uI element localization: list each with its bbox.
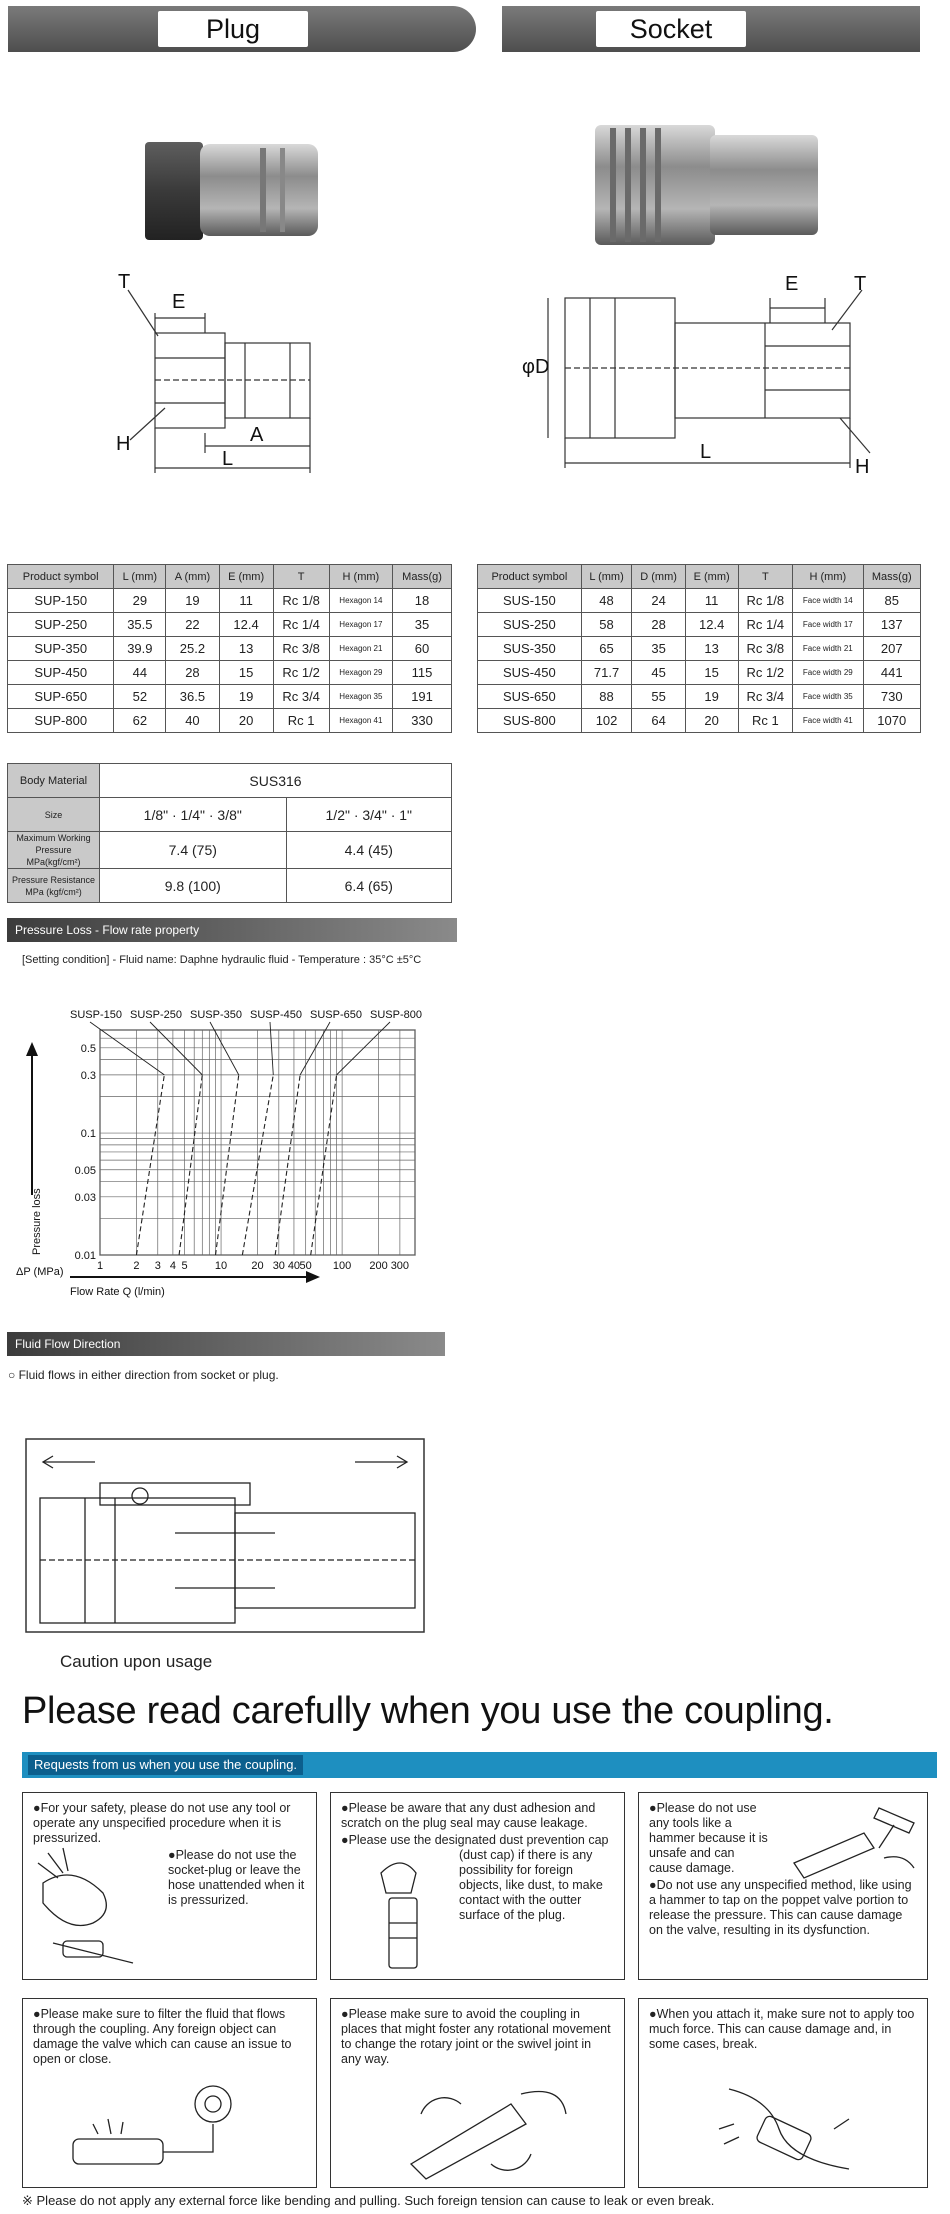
table-cell: 29 [114, 589, 166, 613]
table-cell: 58 [581, 613, 632, 637]
table-cell: SUP-150 [8, 589, 114, 613]
resistance-small: 9.8 (100) [100, 869, 287, 903]
col-header: E (mm) [219, 565, 273, 589]
plug-dim-H: H [116, 433, 131, 455]
y-tick-label: 0.01 [74, 1250, 96, 1262]
pressure-loss-bar: Pressure Loss - Flow rate property [7, 918, 457, 942]
warning-illustration-icon [33, 1843, 153, 1973]
series-label: SUSP-350 [190, 1009, 242, 1021]
col-header: L (mm) [581, 565, 632, 589]
caution-card [638, 1792, 928, 1980]
table-cell: 1070 [863, 709, 920, 733]
table-cell: 19 [219, 685, 273, 709]
table-row [8, 613, 452, 637]
table-cell: 730 [863, 685, 920, 709]
col-header: E (mm) [685, 565, 738, 589]
table-cell: Rc 1/4 [738, 613, 793, 637]
table-cell: SUS-450 [478, 661, 582, 685]
table-cell: Rc 3/8 [738, 637, 793, 661]
force-illustration-icon [709, 2069, 879, 2184]
x-tick-label: 2 [133, 1260, 140, 1272]
table-cell: 11 [685, 589, 738, 613]
y-tick-label: 0.5 [80, 1042, 96, 1055]
table-cell: Rc 1/2 [738, 661, 793, 685]
table-cell: 330 [393, 709, 452, 733]
table-cell: 85 [863, 589, 920, 613]
caution-card [22, 1792, 317, 1980]
table-cell: Rc 1 [273, 709, 329, 733]
x-arrow-head [306, 1271, 320, 1283]
body-material-label: Body Material [8, 764, 100, 798]
socket-spec-table [477, 564, 921, 733]
tab-socket[interactable] [486, 6, 920, 52]
y-tick-label: 0.05 [74, 1164, 96, 1177]
tab-plug[interactable] [8, 6, 476, 52]
socket-dim-H: H [855, 456, 870, 478]
table-cell: Hexagon 17 [329, 613, 392, 637]
table-cell: 71.7 [581, 661, 632, 685]
plug-photo [140, 130, 320, 250]
y-tick-label: 0.03 [74, 1191, 96, 1204]
table-cell: Face width 35 [793, 685, 863, 709]
table-cell: 441 [863, 661, 920, 685]
series-label: SUSP-250 [130, 1009, 182, 1021]
table-cell: 137 [863, 613, 920, 637]
table-cell: Face width 41 [793, 709, 863, 733]
table-cell: 12.4 [219, 613, 273, 637]
series-label: SUSP-800 [370, 1009, 422, 1021]
caution-text: ● Please do not use the socket-plug or leave the hose unattended when it is pressurized. [168, 1848, 306, 1908]
max-pressure-large: 4.4 (45) [286, 832, 451, 869]
rotation-illustration-icon [401, 2074, 571, 2184]
table-cell: 191 [393, 685, 452, 709]
max-pressure-small: 7.4 (75) [100, 832, 287, 869]
table-cell: Hexagon 29 [329, 661, 392, 685]
table-cell: 18 [393, 589, 452, 613]
y-arrow-head [26, 1042, 38, 1056]
x-tick-label: 30 [272, 1260, 285, 1272]
caution-text: ● Please make sure to filter the fluid that flows through the coupling. Any foreign object can damage the valve which can cause an issue to open or close. [33, 2007, 306, 2067]
y-tick-label: 0.3 [80, 1069, 96, 1082]
socket-dim-D: φD [522, 356, 550, 378]
table-cell: Rc 1/2 [273, 661, 329, 685]
table-cell: SUS-800 [478, 709, 582, 733]
y-tick-label: 0.1 [80, 1128, 96, 1141]
plug-spec-table [7, 564, 452, 733]
caution-card [330, 1998, 625, 2188]
x-tick-label: 20 [251, 1260, 264, 1272]
table-row [8, 589, 452, 613]
caution-title: Please read carefully when you use the coupling. [22, 1690, 834, 1732]
table-row [478, 709, 921, 733]
body-material-value: SUS316 [100, 764, 452, 798]
table-cell: 39.9 [114, 637, 166, 661]
table-cell: 19 [685, 685, 738, 709]
x-axis-label: Flow Rate Q (l/min) [70, 1286, 165, 1298]
x-tick-label: 300 [390, 1260, 410, 1272]
table-cell: Face width 29 [793, 661, 863, 685]
dust-cap-illustration-icon [371, 1853, 441, 1973]
series-label: SUSP-450 [250, 1009, 302, 1021]
table-row [478, 613, 921, 637]
plug-dim-T: T [118, 271, 131, 293]
table-cell: Rc 1/8 [273, 589, 329, 613]
x-tick-label: 1 [96, 1260, 104, 1272]
col-header: A (mm) [166, 565, 219, 589]
series-label: SUSP-650 [310, 1009, 362, 1021]
fluid-flow-note [8, 1368, 279, 1382]
col-header: Product symbol [8, 565, 114, 589]
table-cell: 88 [581, 685, 632, 709]
table-cell: 28 [166, 661, 219, 685]
table-cell: SUP-650 [8, 685, 114, 709]
table-cell: 60 [393, 637, 452, 661]
table-cell: 28 [632, 613, 685, 637]
col-header: H (mm) [329, 565, 392, 589]
col-header: T [738, 565, 793, 589]
col-header: D (mm) [632, 565, 685, 589]
table-cell: Rc 3/4 [738, 685, 793, 709]
tab-plug-label: Plug [158, 11, 308, 47]
table-cell: SUS-250 [478, 613, 582, 637]
table-cell: Rc 1 [738, 709, 793, 733]
caution-text: ● When you attach it, make sure not to apply too much force. This can cause damage and, in some cases, break. [649, 2007, 917, 2052]
col-header: Product symbol [478, 565, 582, 589]
socket-dim-T: T [854, 273, 867, 295]
x-tick-label: 100 [332, 1260, 352, 1272]
plug-dimension-drawing [110, 268, 340, 478]
table-cell: Rc 3/4 [273, 685, 329, 709]
fluid-flow-drawing [25, 1438, 425, 1633]
table-cell: SUS-350 [478, 637, 582, 661]
table-row [8, 661, 452, 685]
fluid-flow-bar: Fluid Flow Direction [7, 1332, 445, 1356]
tab-socket-label: Socket [596, 11, 746, 47]
table-header-row [478, 565, 921, 589]
table-cell: SUP-450 [8, 661, 114, 685]
caution-text: ● Please do not use any tools like a hammer because it is unsafe and can cause damage. [649, 1801, 769, 1876]
table-row [478, 589, 921, 613]
table-cell: SUP-800 [8, 709, 114, 733]
table-cell: SUP-350 [8, 637, 114, 661]
filter-illustration-icon [63, 2084, 263, 2184]
y-axis-unit: ΔP (MPa) [16, 1266, 64, 1278]
table-cell: 35 [632, 637, 685, 661]
caution-card [330, 1792, 625, 1980]
table-cell: Face width 14 [793, 589, 863, 613]
table-cell: Face width 21 [793, 637, 863, 661]
table-cell: 52 [114, 685, 166, 709]
table-cell: 12.4 [685, 613, 738, 637]
table-cell: 65 [581, 637, 632, 661]
series-label: SUSP-150 [70, 1009, 122, 1021]
max-pressure-label: Maximum Working Pressure MPa(kgf/cm²) [8, 832, 100, 869]
table-cell: Rc 1/4 [273, 613, 329, 637]
table-cell: 19 [166, 589, 219, 613]
caution-text: ● For your safety, please do not use any tool or operate any unspecified procedure when it is pressurized. [33, 1801, 306, 1846]
x-tick-label: 50 [299, 1260, 312, 1272]
table-cell: 15 [685, 661, 738, 685]
x-tick-label: 10 [214, 1260, 228, 1272]
table-cell: 15 [219, 661, 273, 685]
table-cell: Hexagon 41 [329, 709, 392, 733]
socket-dimension-drawing [520, 268, 890, 478]
table-cell: Rc 3/8 [273, 637, 329, 661]
socket-photo [590, 120, 820, 250]
table-cell: 22 [166, 613, 219, 637]
col-header: Mass(g) [393, 565, 452, 589]
table-cell: SUS-650 [478, 685, 582, 709]
resistance-label: Pressure Resistance MPa (kgf/cm²) [8, 869, 100, 903]
col-header: H (mm) [793, 565, 863, 589]
table-cell: 62 [114, 709, 166, 733]
table-cell: 102 [581, 709, 632, 733]
table-cell: 40 [166, 709, 219, 733]
y-axis-label: Pressure loss [31, 1188, 43, 1255]
col-header: L (mm) [114, 565, 166, 589]
setting-condition: [Setting condition] - Fluid name: Daphne hydraulic fluid - Temperature : 35°C ±5°C [22, 954, 422, 966]
size-small: 1/8" · 1/4" · 3/8" [100, 798, 287, 832]
socket-dim-E: E [785, 273, 799, 295]
table-cell: 20 [219, 709, 273, 733]
requests-bar-title: Requests from us when you use the coupling. [28, 1755, 303, 1775]
table-cell: 20 [685, 709, 738, 733]
fluid-flow-note-text: Fluid flows in either direction from socket or plug. [18, 1368, 279, 1382]
table-row [8, 709, 452, 733]
table-cell: 36.5 [166, 685, 219, 709]
material-table [7, 763, 452, 903]
table-row [8, 685, 452, 709]
table-row [8, 637, 452, 661]
plug-table-body [8, 589, 452, 733]
plug-dim-A: A [250, 424, 264, 446]
plug-dim-L: L [222, 448, 234, 470]
table-row [478, 661, 921, 685]
radio-circle-icon: ○ [8, 1368, 16, 1382]
series-line [216, 1075, 239, 1255]
table-cell: 13 [219, 637, 273, 661]
x-tick-label: 4 [169, 1260, 176, 1272]
table-cell: SUP-250 [8, 613, 114, 637]
x-tick-label: 200 [369, 1260, 388, 1272]
series-line [179, 1075, 202, 1255]
caution-text: ● Please make sure to avoid the coupling in places that might foster any rotational movement to change the rotary joint or the swivel joint in any way. [341, 2007, 614, 2067]
caution-label: Caution upon usage [60, 1652, 213, 1671]
col-header: T [273, 565, 329, 589]
table-cell: SUS-150 [478, 589, 582, 613]
x-tick-label: 5 [181, 1260, 188, 1272]
table-cell: 115 [393, 661, 452, 685]
table-header-row [8, 565, 452, 589]
table-cell: 35.5 [114, 613, 166, 637]
table-cell: 24 [632, 589, 685, 613]
table-cell: Hexagon 14 [329, 589, 392, 613]
table-cell: 13 [685, 637, 738, 661]
pressure-loss-chart [10, 990, 480, 1310]
table-cell: 11 [219, 589, 273, 613]
caution-text: ● Please use the designated dust prevention cap (dust cap) if there is any possibility for foreign objects, like dust, to make contact with the outter surface of the plug. [341, 1833, 614, 1923]
table-cell: 35 [393, 613, 452, 637]
size-label: Size [8, 798, 100, 832]
socket-dim-L: L [700, 441, 712, 463]
series-line [136, 1075, 164, 1255]
caution-card [638, 1998, 928, 2188]
header-tabs [8, 6, 920, 52]
table-row [478, 685, 921, 709]
table-cell: 48 [581, 589, 632, 613]
resistance-large: 6.4 (65) [286, 869, 451, 903]
caution-text: ● Please be aware that any dust adhesion and scratch on the plug seal may cause leakage. [341, 1801, 614, 1831]
x-tick-label: 40 [287, 1260, 301, 1272]
table-cell: Rc 1/8 [738, 589, 793, 613]
table-cell: Hexagon 21 [329, 637, 392, 661]
table-row [478, 637, 921, 661]
col-header: Mass(g) [863, 565, 920, 589]
plug-dim-E: E [172, 291, 186, 313]
table-cell: 64 [632, 709, 685, 733]
socket-table-body [478, 589, 921, 733]
hammer-illustration-icon [784, 1803, 924, 1883]
table-cell: 44 [114, 661, 166, 685]
caution-card [22, 1998, 317, 2188]
caution-text: ● Do not use any unspecified method, like using a hammer to tap on the poppet valve portion to release the pressure. This can cause damage on the valve, resulting in its dysfunction. [649, 1878, 917, 1938]
footnote: ※ Please do not apply any external force like bending and pulling. Such foreign tension can cause to leak or even break. [22, 2193, 715, 2208]
table-cell: Face width 17 [793, 613, 863, 637]
table-cell: 25.2 [166, 637, 219, 661]
table-cell: 45 [632, 661, 685, 685]
table-cell: 55 [632, 685, 685, 709]
size-large: 1/2" · 3/4" · 1" [286, 798, 451, 832]
x-tick-label: 3 [154, 1260, 161, 1272]
table-cell: Hexagon 35 [329, 685, 392, 709]
table-cell: 207 [863, 637, 920, 661]
requests-bar [22, 1752, 937, 1778]
